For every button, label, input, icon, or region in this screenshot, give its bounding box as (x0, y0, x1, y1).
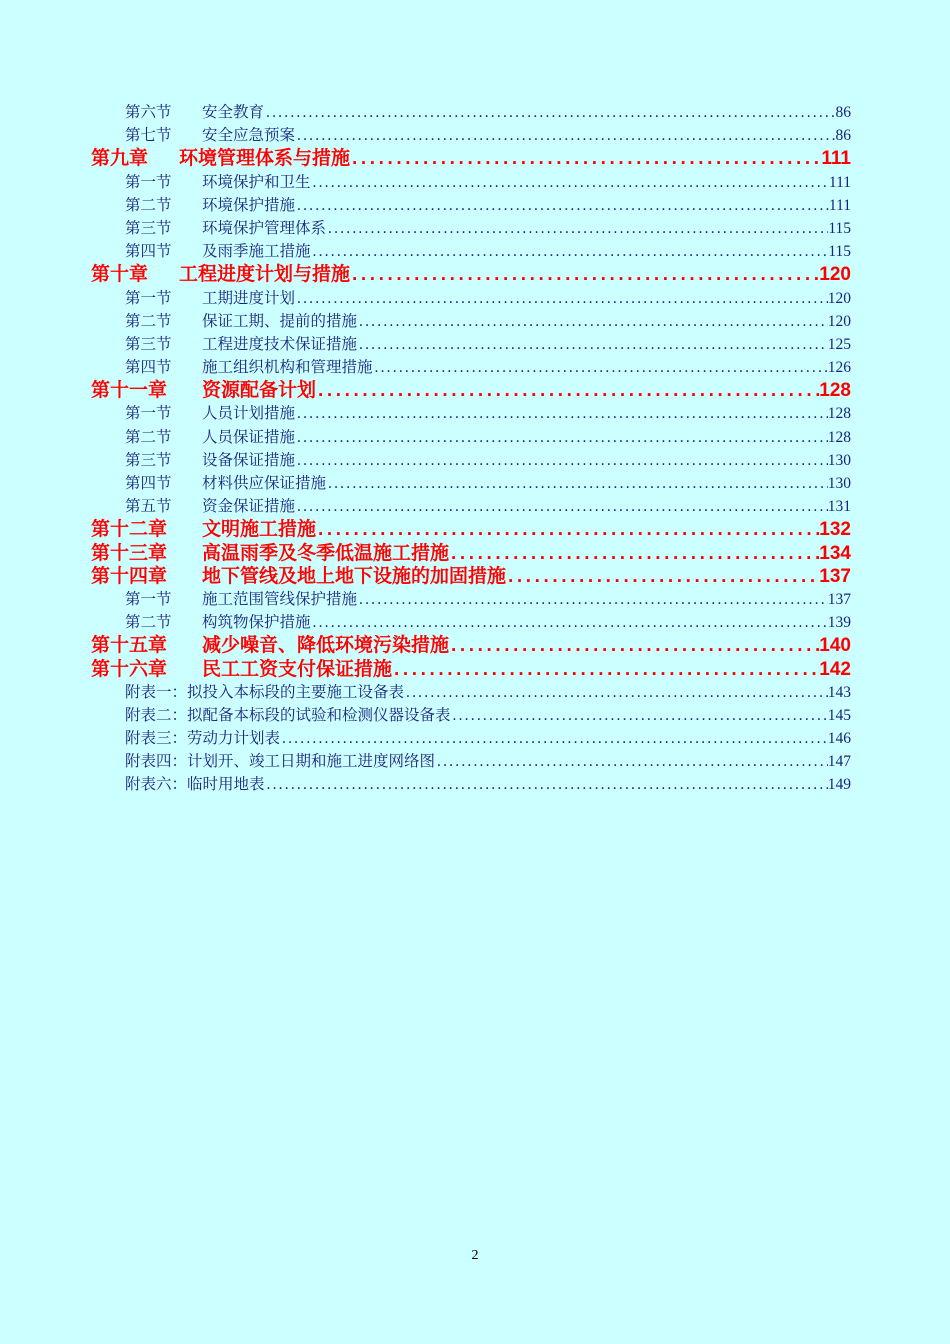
toc-entry-number: 第十六章 (91, 658, 168, 680)
toc-section-entry[interactable] (91, 356, 851, 379)
toc-entry-title: 及雨季施工措施 (202, 243, 311, 261)
toc-entry-page: 120 (827, 289, 851, 307)
toc-entry-page: 140 (819, 635, 851, 657)
toc-entry-number: 第十二章 (91, 519, 168, 541)
toc-entry-page: 149 (827, 776, 851, 794)
toc-leader-dots (449, 542, 819, 565)
toc-entry-number: 第一节 (125, 590, 172, 608)
table-of-contents (91, 101, 851, 797)
toc-leader-dots (435, 750, 828, 773)
toc-entry-title: 人员保证措施 (202, 428, 296, 446)
toc-leader-dots (357, 310, 828, 333)
toc-leader-dots (316, 379, 819, 402)
toc-entry-title: 施工范围管线保护措施 (202, 590, 358, 608)
toc-chapter-entry[interactable] (91, 634, 851, 657)
toc-section-entry[interactable] (91, 588, 851, 611)
toc-entry-title: 地下管线及地上地下设施的加固措施 (202, 565, 507, 587)
toc-leader-dots (373, 356, 828, 379)
toc-leader-dots (295, 426, 828, 449)
toc-entry-title: 民工工资支付保证措施 (202, 658, 393, 680)
toc-entry-page: 142 (819, 658, 851, 680)
toc-entry-page: 111 (821, 148, 851, 170)
toc-entry-title: 环境保护和卫生 (202, 173, 311, 191)
toc-appendix-entry[interactable] (91, 681, 851, 704)
toc-entry-number: 第六节 (125, 104, 172, 121)
toc-entry-number: 第十三章 (91, 542, 168, 564)
toc-entry-page: 143 (827, 683, 851, 701)
toc-leader-dots (295, 449, 828, 472)
toc-entry-title: 人员计划措施 (202, 405, 296, 423)
toc-entry-page: 145 (827, 706, 851, 724)
toc-section-entry[interactable] (91, 217, 851, 240)
toc-entry-title: 环境保护管理体系 (202, 219, 327, 237)
toc-entry-page: 134 (819, 542, 851, 564)
toc-section-entry[interactable] (91, 426, 851, 449)
toc-leader-dots (357, 333, 828, 356)
toc-section-entry[interactable] (91, 240, 851, 263)
toc-section-entry[interactable] (91, 310, 851, 333)
toc-leader-dots (295, 402, 828, 425)
toc-leader-dots (451, 704, 828, 727)
toc-entry-title: 减少噪音、降低环境污染措施 (202, 635, 450, 657)
toc-entry-page: 115 (828, 243, 851, 261)
toc-entry-title: 附表四：计划开、竣工日期和施工进度网络图 (125, 753, 436, 771)
toc-entry-page: 120 (827, 312, 851, 330)
toc-appendix-entry[interactable] (91, 727, 851, 750)
toc-entry-title: 材料供应保证措施 (202, 475, 327, 492)
toc-chapter-entry[interactable] (91, 658, 851, 681)
toc-entry-title: 附表一：拟投入本标段的主要施工设备表 (125, 683, 405, 701)
toc-leader-dots (295, 495, 828, 518)
toc-entry-title: 安全教育 (202, 104, 265, 121)
toc-entry-number: 第四节 (125, 475, 172, 492)
toc-section-entry[interactable] (91, 333, 851, 356)
toc-entry-title: 安全应急预案 (202, 127, 296, 145)
toc-appendix-entry[interactable] (91, 750, 851, 773)
toc-leader-dots (392, 658, 819, 681)
toc-entry-title: 构筑物保护措施 (202, 614, 311, 632)
toc-entry-number: 第十一章 (91, 380, 168, 402)
toc-leader-dots (295, 287, 828, 310)
toc-entry-page: 111 (828, 196, 851, 214)
toc-leader-dots (316, 518, 819, 541)
toc-entry-page: 132 (819, 519, 851, 541)
toc-entry-page: 128 (819, 380, 851, 402)
toc-section-entry[interactable] (91, 495, 851, 518)
toc-section-entry[interactable] (91, 101, 851, 124)
toc-entry-number: 第九章 (91, 148, 149, 170)
toc-entry-page: 128 (827, 405, 851, 423)
toc-entry-number: 第一节 (125, 405, 172, 423)
toc-section-entry[interactable] (91, 287, 851, 310)
toc-chapter-entry[interactable] (91, 565, 851, 588)
toc-leader-dots (326, 217, 828, 240)
toc-leader-dots (311, 171, 829, 194)
toc-section-entry[interactable] (91, 194, 851, 217)
toc-entry-page: 126 (827, 359, 851, 377)
toc-leader-dots (449, 634, 819, 657)
toc-entry-title: 资源配备计划 (202, 380, 317, 402)
toc-entry-number: 第三节 (125, 451, 172, 469)
toc-entry-title: 环境管理体系与措施 (179, 148, 351, 170)
toc-entry-page: 86 (835, 104, 851, 121)
toc-entry-number: 第五节 (125, 498, 172, 516)
toc-entry-number: 第十章 (91, 264, 149, 286)
toc-entry-number: 第一节 (125, 173, 172, 191)
toc-entry-page: 125 (827, 335, 851, 353)
toc-entry-number: 第四节 (125, 243, 172, 261)
toc-entry-title: 环境保护措施 (202, 196, 296, 214)
toc-entry-page: 131 (827, 498, 851, 516)
toc-leader-dots (295, 194, 829, 217)
toc-chapter-entry[interactable] (91, 263, 851, 286)
toc-entry-page: 147 (827, 753, 851, 771)
toc-entry-number: 第二节 (125, 614, 172, 632)
toc-entry-number: 第二节 (125, 428, 172, 446)
toc-entry-number: 第二节 (125, 196, 172, 214)
toc-entry-page: 146 (827, 730, 851, 748)
toc-entry-title: 附表六：临时用地表 (125, 776, 265, 794)
toc-entry-title: 高温雨季及冬季低温施工措施 (202, 542, 450, 564)
toc-section-entry[interactable] (91, 124, 851, 147)
toc-entry-title: 工期进度计划 (202, 289, 296, 307)
toc-entry-page: 137 (827, 590, 851, 608)
toc-chapter-entry[interactable] (91, 379, 851, 402)
toc-chapter-entry[interactable] (91, 518, 851, 541)
toc-chapter-entry[interactable] (91, 147, 851, 170)
toc-leader-dots (350, 263, 819, 286)
toc-chapter-entry[interactable] (91, 542, 851, 565)
toc-leader-dots (265, 773, 828, 796)
toc-section-entry[interactable] (91, 402, 851, 425)
toc-entry-page: 115 (828, 219, 851, 237)
toc-entry-number: 第四节 (125, 359, 172, 377)
toc-entry-page: 137 (819, 565, 851, 587)
toc-entry-title: 工程进度技术保证措施 (202, 335, 358, 353)
toc-entry-title: 附表三：劳动力计划表 (125, 730, 281, 748)
toc-entry-page: 130 (827, 475, 851, 492)
toc-entry-title: 保证工期、提前的措施 (202, 312, 358, 330)
toc-entry-title: 附表二：拟配备本标段的试验和检测仪器设备表 (125, 706, 451, 724)
toc-section-entry[interactable] (91, 171, 851, 194)
toc-entry-page: 130 (827, 451, 851, 469)
toc-entry-number: 第三节 (125, 219, 172, 237)
toc-leader-dots (357, 588, 828, 611)
toc-entry-page: 128 (827, 428, 851, 446)
toc-entry-number: 第十五章 (91, 635, 168, 657)
toc-section-entry[interactable] (91, 611, 851, 634)
toc-leader-dots (280, 727, 828, 750)
toc-leader-dots (326, 472, 828, 495)
toc-leader-dots (350, 147, 821, 170)
toc-entry-number: 第十四章 (91, 565, 168, 587)
toc-entry-number: 第三节 (125, 335, 172, 353)
toc-entry-number: 第二节 (125, 312, 172, 330)
toc-entry-page: 86 (835, 127, 851, 145)
toc-appendix-entry[interactable] (91, 704, 851, 727)
toc-appendix-entry[interactable] (91, 773, 851, 796)
toc-section-entry[interactable] (91, 449, 851, 472)
toc-leader-dots (404, 681, 828, 704)
toc-entry-title: 设备保证措施 (202, 451, 296, 469)
toc-entry-number: 第一节 (125, 289, 172, 307)
toc-leader-dots (264, 101, 835, 124)
toc-section-entry[interactable] (91, 472, 851, 495)
page-number: 2 (471, 1248, 479, 1263)
toc-entry-page: 120 (819, 264, 851, 286)
toc-leader-dots (506, 565, 819, 588)
toc-entry-title: 施工组织机构和管理措施 (202, 359, 373, 377)
toc-entry-title: 工程进度计划与措施 (179, 264, 351, 286)
toc-entry-number: 第七节 (125, 127, 172, 145)
toc-entry-page: 139 (827, 614, 851, 632)
toc-entry-page: 111 (828, 173, 851, 191)
toc-entry-title: 资金保证措施 (202, 498, 296, 516)
toc-leader-dots (311, 240, 829, 263)
toc-leader-dots (311, 611, 828, 634)
toc-entry-title: 文明施工措施 (202, 519, 317, 541)
toc-leader-dots (295, 124, 835, 147)
